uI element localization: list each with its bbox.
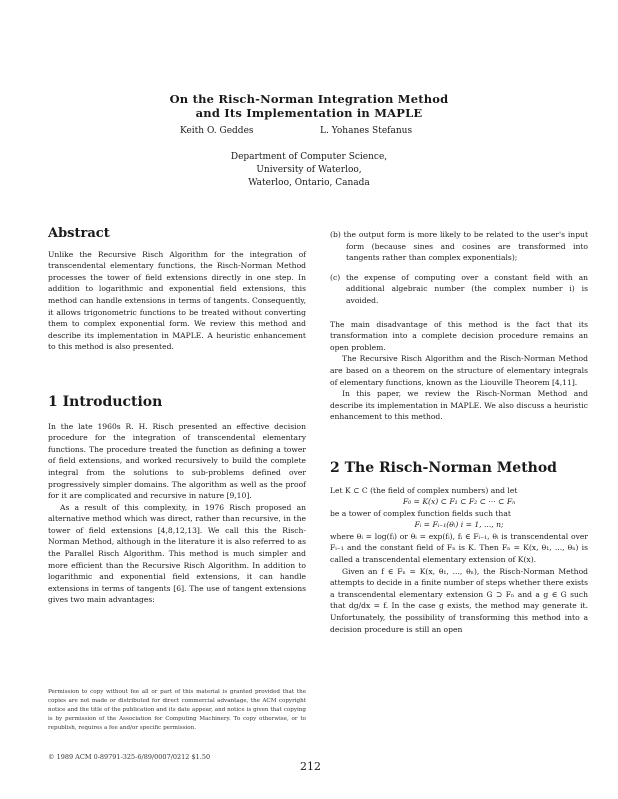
permission-footnote: Permission to copy without fee all or part of this material is granted provided that the copies are not made or distributed for direct commercial advantage, the ACM copyright notice and the title of the publication and its date appear, and notice is given that copying is by permission of the Association for Computing Machinery. To copy otherwise, or to republish, requires a fee and/or specific permission.: [48, 689, 306, 731]
author-1: Keith O. Geddes: [180, 126, 254, 136]
section-2-paragraph-2: be a tower of complex function fields such that: [330, 508, 511, 518]
abstract-heading: Abstract: [48, 226, 110, 241]
section-2-heading: 2 The Risch-Norman Method: [330, 459, 557, 476]
intro-paragraph-1: In the late 1960s R. H. Risch presented an effective decision procedure for the integration of transcendental elementary functions. The procedure treated the function as defining a tower of field extensions, and worked recursively to build the complete integral from the solutions to sub-problems defined over progressively simpler domains. The algorithm as well as the proof for it are complicated and recursive in nature [9,10].: [48, 421, 306, 501]
title-line-1: On the Risch-Norman Integration Method: [169, 92, 449, 106]
list-item-b: (b) the output form is more likely to be related to the user's input form (because sines and cosines are transformed into tangents rather than complex exponentials);: [330, 230, 588, 263]
page-number: 212: [300, 760, 321, 773]
left-column: [48, 228, 306, 606]
equation-1: F₀ = K(x) ⊂ F₁ ⊂ F₂ ⊂ ··· ⊂ Fₙ: [402, 497, 516, 507]
title-line-2: and Its Implementation in MAPLE: [195, 106, 423, 120]
right-paragraph-2: The Recursive Risch Algorithm and the Risch-Norman Method are based on a theorem on the structure of elementary integrals of elementary functions, known as the Liouville Theorem [4,11].: [330, 354, 588, 387]
abstract-text: Unlike the Recursive Risch Algorithm for the integration of transcendental elementary functions, the Risch-Norman Method processes the tower of field extensions directly in one step. In addition to logarithmic and exponential field extensions, this method can handle extensions in terms of tangents. Consequently, it allows trigonometric functions to be treated without converting them to complex exponential form. We review this method and describe its implementation in MAPLE. A heuristic enhancement to this method is also presented.: [48, 249, 306, 352]
intro-paragraph-2: As a result of this complexity, in 1976 Risch proposed an alternative method which was direct, rather than recursive, in the tower of field extensions [4,8,12,13]. We call this the Risch-Norman Method, although in the literature it is also referred to as the Parallel Risch Algorithm. This method is much simpler and more efficient than the Recursive Risch Algorithm. In addition to logarithmic and exponential field extensions, it can handle extensions in terms of tangents [6]. The use of tangent extensions gives two main advantages:: [48, 502, 306, 605]
affiliation-3: Waterloo, Ontario, Canada: [248, 178, 370, 188]
right-paragraph-1: The main disadvantage of this method is the fact that its transformation into a complete decision procedure remains an open problem.: [330, 319, 588, 352]
section-2-paragraph-3: where θᵢ = log(fᵢ) or θᵢ = exp(fᵢ), fᵢ ∈ Fᵢ₋₁, θᵢ is transcendental over Fᵢ₋₁ and the constant field of Fₙ is K. Then Fₙ = K(x, θ₁, ..., θₙ) is called a transcendental elementary extension of K(x).: [330, 531, 588, 565]
right-column: [330, 229, 588, 635]
equation-2: Fᵢ = Fᵢ₋₁(θᵢ) i = 1, ..., n;: [414, 520, 504, 530]
author-2: L. Yohanes Stefanus: [320, 126, 413, 136]
affiliation-1: Department of Computer Science,: [230, 152, 388, 162]
copyright-line: © 1989 ACM 0-89791-325-6/89/0007/0212 $1.50: [48, 753, 211, 761]
section-2-paragraph-4: Given an f ∈ Fₙ = K(x, θ₁, ..., θₙ), the Risch-Norman Method attempts to decide in a finite number of steps whether there exists a transcendental elementary extension G ⊃ Fₙ and a g ∈ G such that dg/dx = f. In the case g exists, the method may generate it. Unfortunately, the possibility of transforming this method into a decision procedure is still an open: [330, 566, 588, 634]
affiliation-2: University of Waterloo,: [256, 165, 362, 175]
intro-heading: 1 Introduction: [48, 393, 163, 410]
list-item-c: (c) the expense of computing over a constant field with an additional algebraic number (the complex number i) is avoided.: [330, 272, 588, 305]
right-paragraph-3: In this paper, we review the Risch-Norman Method and describe its implementation in MAPLE. We also discuss a heuristic enhancement to this method.: [330, 389, 588, 422]
section-2-paragraph-1: Let K ⊂ C (the field of complex numbers) and let: [330, 485, 518, 495]
